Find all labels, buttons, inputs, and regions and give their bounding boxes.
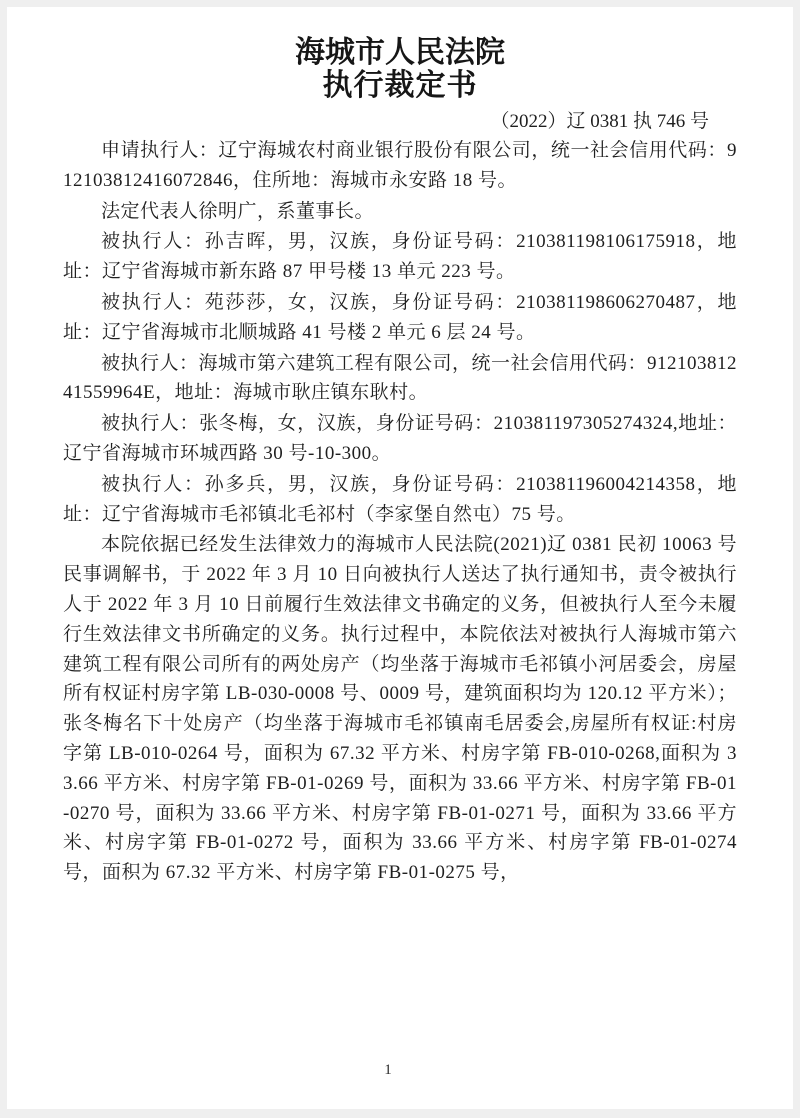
respondent-paragraph-2: 被执行人：苑莎莎，女，汉族，身份证号码：210381198606270487，地址：辽宁省海城市北顺城路 41 号楼 2 单元 6 层 24 号。 xyxy=(63,291,737,343)
respondent-paragraph-5: 被执行人：孙多兵，男，汉族，身份证号码：210381196004214358，地址：辽宁省海城市毛祁镇北毛祁村（李家堡自然屯）75 号。 xyxy=(63,473,737,525)
court-name-title: 海城市人民法院 xyxy=(295,36,505,69)
legal-representative-paragraph: 法定代表人徐明广，系董事长。 xyxy=(101,200,375,222)
page-number: 1 xyxy=(384,1062,392,1078)
ruling-body-paragraph: 本院依据已经发生法律效力的海城市人民法院(2021)辽 0381 民初 10063 号民事调解书，于 2022 年 3 月 10 日向被执行人送达了执行通知书，责令被执行人于 2022 年 3 月 10 日前履行生效法律文书确定的义务，但被执行人至今未履行生效法律文书所确定的义务。执行过程中，本院依法对被执行人海城市第六建筑工程有限公司所有的两处房产（均坐落于海城市毛祁镇小河居委会，房屋所有权证村房字第 LB-030-0008 号、0009 号，建筑面积均为 120.12 平方米）；张冬梅名下十处房产（均坐落于海城市毛祁镇南毛居委会,房屋所有权证:村房字第 LB-010-0264 号，面积为 67.32 平方米、村房字第 FB-010-0268,面积为 33.66 平方米、村房字第 FB-01-0269 号，面积为 33.66 平方米、村房字第 FB-01-0270 号，面积为 33.66 平方米、村房字第 FB-01-0271 号，面积为 33.66 平方米、村房字第 FB-01-0272 号，面积为 33.66 平方米、村房字第 FB-01-0274 号，面积为 67.32 平方米、村房字第 FB-01-0275 号， xyxy=(63,534,737,884)
document-page xyxy=(7,7,793,1109)
document-type-title: 执行裁定书 xyxy=(322,69,478,102)
applicant-paragraph: 申请执行人：辽宁海城农村商业银行股份有限公司，统一社会信用代码：912103812416072846，住所地：海城市永安路 18 号。 xyxy=(63,140,737,191)
document-body xyxy=(63,136,737,888)
respondent-paragraph-1: 被执行人：孙吉晖，男，汉族，身份证号码：210381198106175918，地址：辽宁省海城市新东路 87 甲号楼 13 单元 223 号。 xyxy=(63,231,737,283)
respondent-paragraph-3: 被执行人：海城市第六建筑工程有限公司，统一社会信用代码：91210381241559964E，地址：海城市耿庄镇东耿村。 xyxy=(63,352,738,404)
case-number: （2022）辽 0381 执 746 号 xyxy=(490,111,709,132)
respondent-paragraph-4: 被执行人：张冬梅，女，汉族，身份证号码：210381197305274324,地址：辽宁省海城市环城西路 30 号-10-300。 xyxy=(63,413,737,464)
